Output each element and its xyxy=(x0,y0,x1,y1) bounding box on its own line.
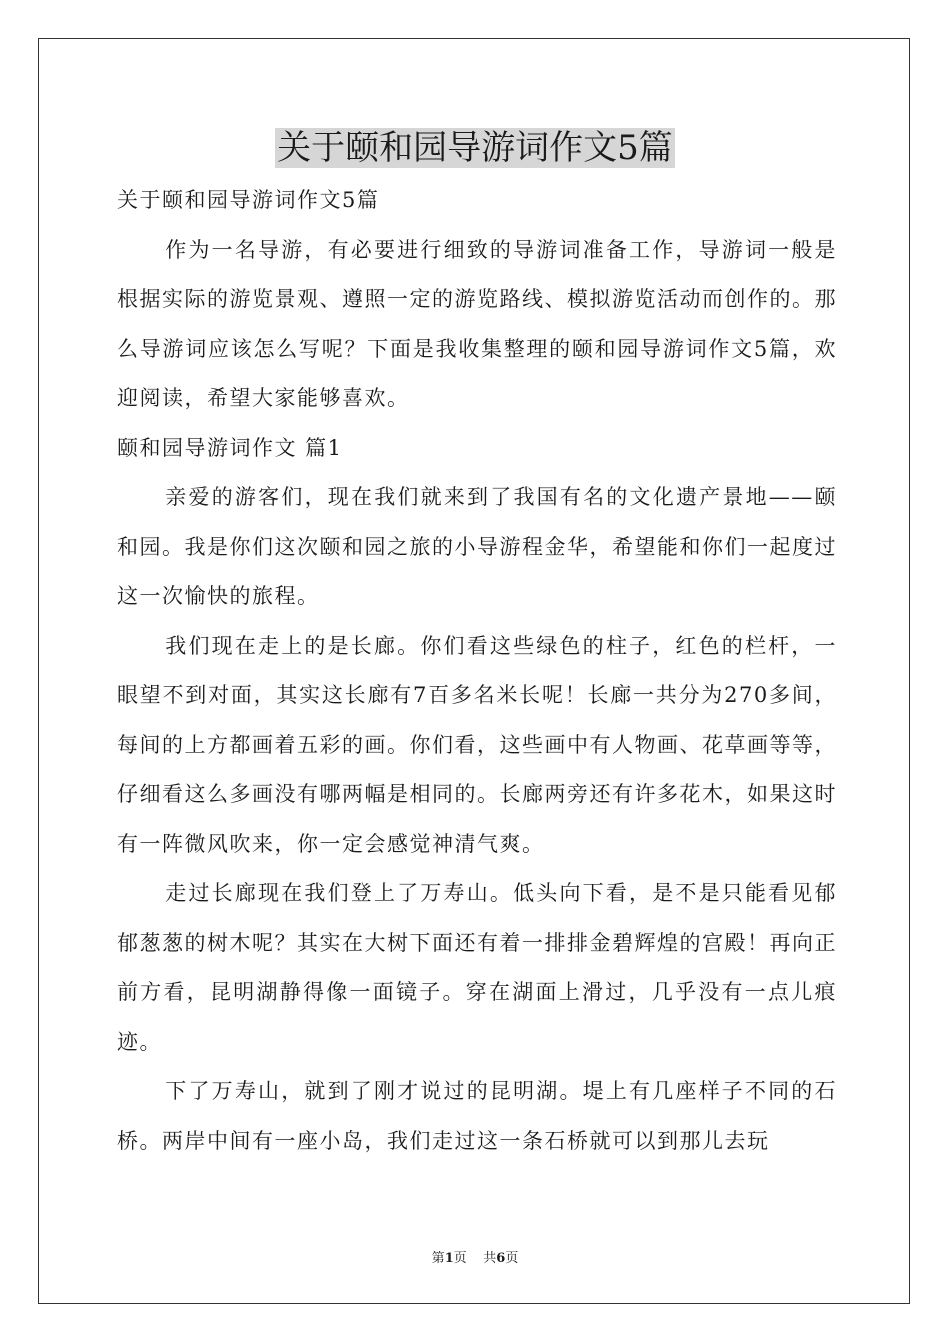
body-paragraph-1: 亲爱的游客们，现在我们就来到了我国有名的文化遗产景地——颐和园。我是你们这次颐和园之旅的小导游程金华，希望能和你们一起度过这一次愉快的旅程。 xyxy=(117,485,837,608)
body-paragraph-3: 走过长廊现在我们登上了万寿山。低头向下看，是不是只能看见郁郁葱葱的树木呢？其实在大树下面还有着一排排金碧辉煌的宫殿！再向正前方看，昆明湖静得像一面镜子。穿在湖面上滑过，几乎没有一点儿痕迹。 xyxy=(117,881,837,1054)
footer-page-prefix: 第 xyxy=(431,1251,445,1266)
document-body xyxy=(117,176,837,1166)
footer-page-number: 1 xyxy=(444,1251,454,1266)
page-footer xyxy=(0,1247,950,1266)
body-paragraph-4: 下了万寿山，就到了刚才说过的昆明湖。堤上有几座样子不同的石桥。两岸中间有一座小岛，我们走过这一条石桥就可以到那儿去玩 xyxy=(117,1079,837,1153)
body-paragraph-2: 我们现在走上的是长廊。你们看这些绿色的柱子，红色的栏杆，一眼望不到对面，其实这长廊有7百多名米长呢！长廊一共分为270多间，每间的上方都画着五彩的画。你们看，这些画中有人物画、花草画等等，仔细看这么多画没有哪两幅是相同的。长廊两旁还有许多花木，如果这时有一阵微风吹来，你一定会感觉神清气爽。 xyxy=(117,633,837,856)
footer-page-suffix: 页 xyxy=(505,1251,519,1266)
section-heading: 颐和园导游词作文 篇1 xyxy=(117,435,343,460)
subtitle: 关于颐和园导游词作文5篇 xyxy=(117,188,380,212)
footer-page-mid: 页 共 xyxy=(453,1251,497,1266)
footer-page-total: 6 xyxy=(496,1251,506,1266)
document-title-text: 关于颐和园导游词作文5篇 xyxy=(277,128,673,168)
document-title xyxy=(0,124,950,172)
intro-paragraph: 作为一名导游，有必要进行细致的导游词准备工作，导游词一般是根据实际的游览景观、遵照一定的游览路线、模拟游览活动而创作的。那么导游词应该怎么写呢？下面是我收集整理的颐和园导游词作文5篇，欢迎阅读，希望大家能够喜欢。 xyxy=(117,237,837,410)
